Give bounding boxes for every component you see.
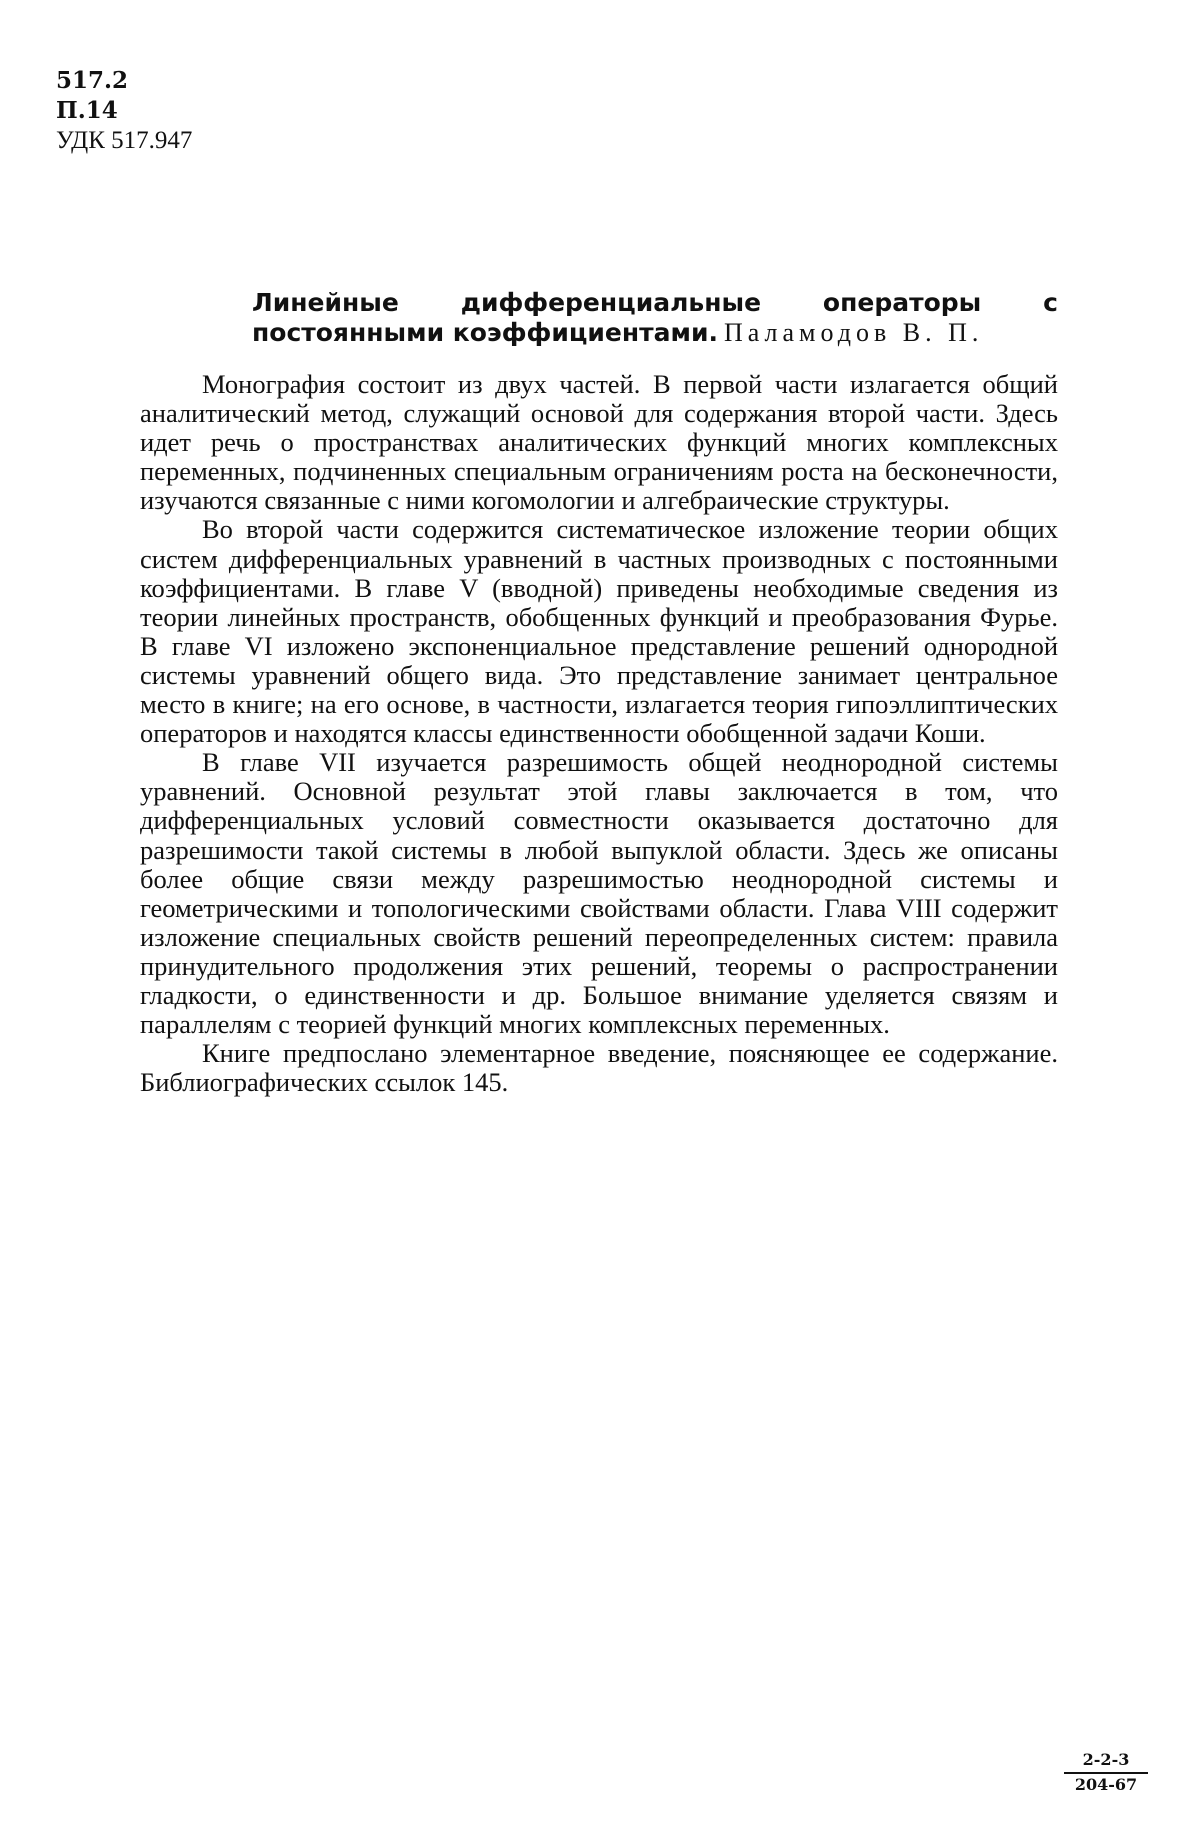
book-author: Паламодов В. П.: [723, 318, 984, 347]
publication-code-numerator: 2-2-3: [1064, 1750, 1148, 1774]
abstract: [140, 370, 1058, 1097]
abstract-paragraph: Книге предпослано элементарное введение, поясняющее ее содержание. Библиографических ссылок 145.: [140, 1038, 1058, 1098]
abstract-paragraph: Во второй части содержится систематическое изложение теории общих систем дифференциальных уравнений в частных производных с постоянными коэффициентами. В главе V (вводной) приведены необходимые сведения из теории линейных пространств, обобщенных функций и преобразования Фурье. В главе VI изложено экспоненциальное представление решений однородной системы уравнений общего вида. Это представление занимает центральное место в книге; на его основе, в частности, излагается теория гипоэллиптических операторов и находятся классы единственности обобщенной задачи Коши.: [140, 514, 1058, 749]
book-title: Линейные дифференциальные операторы с постоянными коэффициентами.: [252, 288, 1058, 347]
bibliographic-heading: [252, 288, 1058, 348]
publication-code-denominator: 204-67: [1074, 1775, 1138, 1794]
abstract-paragraph: В главе VII изучается разрешимость общей неоднородной системы уравнений. Основной результат этой главы заключается в том, что дифференциальных условий совместности оказывается достаточно для разрешимости такой системы в любой выпуклой области. Здесь же описаны более общие связи между разрешимостью неоднородной системы и геометрическими и топологическими свойствами области. Глава VIII содержит изложение специальных свойств решений переопределенных систем: правила принудительного продолжения этих решений, теоремы о распространении гладкости, о единственности и др. Большое внимание уделяется связям и параллелям с теорией функций многих комплексных переменных.: [140, 747, 1058, 1040]
publication-code: [1064, 1750, 1148, 1795]
shelf-mark: П.14: [56, 97, 118, 124]
bbk-index: 517.2: [56, 67, 129, 94]
classification-codes: [56, 66, 192, 156]
udc-code: УДК 517.947: [56, 127, 193, 154]
abstract-paragraph: Монография состоит из двух частей. В первой части излагается общий аналитический метод, служащий основой для содержания второй части. Здесь идет речь о пространствах аналитических функций многих комплексных переменных, подчиненных специальным ограничениям роста на бесконечности, изучаются связанные с ними когомологии и алгебраические структуры.: [140, 369, 1058, 516]
